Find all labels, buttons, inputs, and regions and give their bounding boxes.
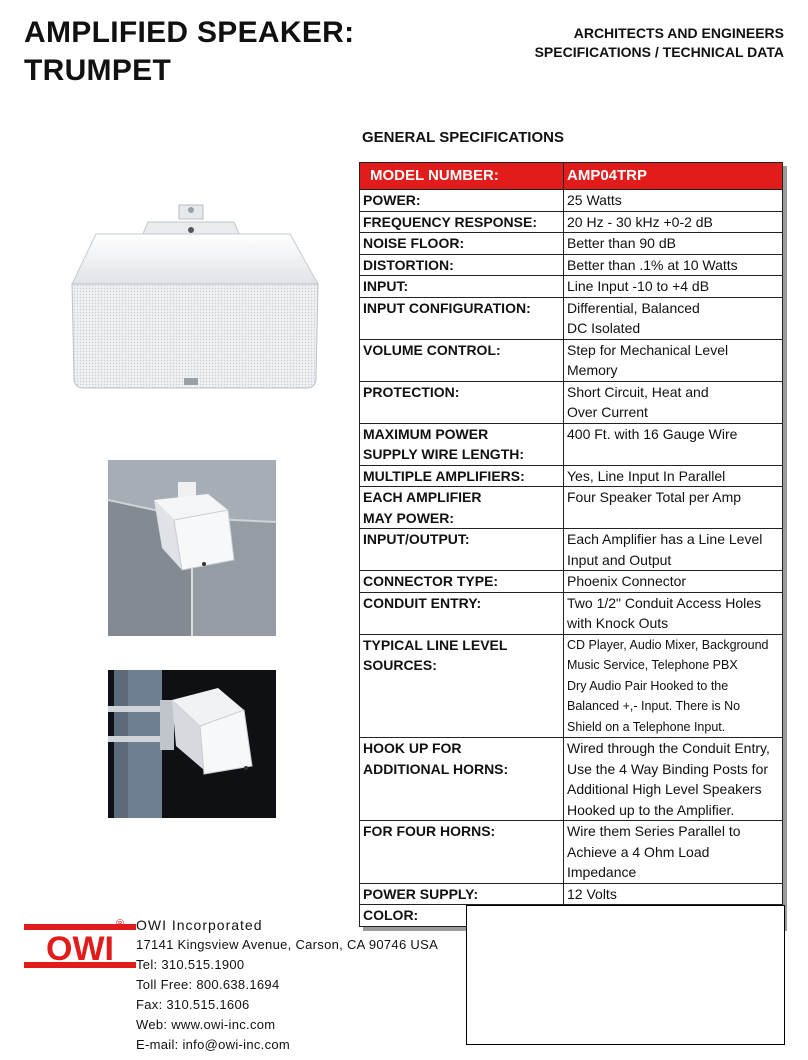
spec-label-line: SOURCES:	[363, 657, 437, 673]
spec-row	[360, 381, 783, 423]
section-title: GENERAL SPECIFICATIONS	[362, 129, 564, 146]
spec-value-line: Each Amplifier has a Line Level	[567, 531, 763, 547]
spec-label-line: CONDUIT ENTRY:	[363, 594, 482, 611]
spec-value	[564, 211, 783, 233]
spec-value	[564, 297, 783, 339]
table-header-row	[360, 163, 783, 190]
email-link[interactable]: E-mail: info@owi-inc.com	[136, 1037, 291, 1052]
spec-label-line: DISTORTION:	[363, 256, 454, 273]
spec-value-line: Input and Output	[567, 551, 672, 568]
model-number-label: MODEL NUMBER:	[360, 163, 564, 190]
spec-value	[564, 529, 783, 571]
spec-label	[360, 634, 564, 738]
spec-value-line: Better than 90 dB	[567, 235, 676, 251]
spec-value	[564, 821, 783, 884]
spec-row	[360, 465, 783, 487]
spec-label-line: NOISE FLOOR:	[363, 235, 465, 251]
spec-label	[360, 233, 564, 255]
spec-value	[564, 233, 783, 255]
spec-row	[360, 211, 783, 233]
owi-logo-text: OWI	[46, 930, 114, 968]
spec-value-line: 400 Ft. with 16 Gauge Wire	[567, 425, 738, 442]
spec-label-line: TYPICAL LINE LEVEL	[363, 636, 508, 653]
spec-value-line: Dry Audio Pair Hooked to the	[567, 678, 729, 693]
spec-label	[360, 297, 564, 339]
speaker-corner-mount-photo	[108, 460, 276, 636]
spec-label-line: EACH AMPLIFIER	[363, 489, 482, 505]
spec-label-line: MULTIPLE AMPLIFIERS:	[363, 467, 525, 484]
document-type	[535, 24, 784, 62]
spec-label-line: FOR FOUR HORNS:	[363, 823, 496, 839]
registered-mark: ®	[116, 918, 125, 930]
spec-value	[564, 487, 783, 529]
speaker-front-illustration	[58, 200, 330, 400]
spec-value	[564, 254, 783, 276]
spec-label	[360, 592, 564, 634]
spec-row	[360, 592, 783, 634]
specifications-table	[359, 162, 783, 927]
spec-value-line: Use the 4 Way Binding Posts for	[567, 760, 769, 777]
spec-label-line: PROTECTION:	[363, 383, 460, 400]
spec-label	[360, 883, 564, 905]
spec-value-line: Better than .1% at 10 Watts	[567, 256, 738, 273]
spec-row	[360, 339, 783, 381]
spec-row	[360, 571, 783, 593]
spec-value-line: Differential, Balanced	[567, 299, 700, 316]
spec-label-line: CONNECTOR TYPE:	[363, 573, 499, 589]
spec-label-line: INPUT/OUTPUT:	[363, 531, 470, 547]
spec-row	[360, 883, 783, 905]
spec-value-line: Music Service, Telephone PBX	[567, 658, 738, 672]
spec-row	[360, 233, 783, 255]
subtitle-line-2: SPECIFICATIONS / TECHNICAL DATA	[534, 44, 784, 60]
model-number-value: AMP04TRP	[564, 163, 783, 190]
spec-row	[360, 529, 783, 571]
spec-row	[360, 738, 783, 821]
speaker-pole-illustration	[108, 670, 276, 818]
address: 17141 Kingsview Avenue, Carson, CA 90746 USA	[136, 937, 439, 952]
spec-value	[564, 465, 783, 487]
spec-label-line: FREQUENCY RESPONSE:	[363, 213, 537, 230]
spec-label-line: INPUT:	[363, 278, 409, 294]
spec-row	[360, 190, 783, 212]
title-line-1: AMPLIFIED SPEAKER:	[24, 16, 355, 49]
spec-value-line: Additional High Level Speakers	[567, 781, 762, 797]
spec-value-line: Wire them Series Parallel to	[567, 823, 741, 839]
spec-value-line: Step for Mechanical Level Memory	[567, 341, 729, 378]
spec-label	[360, 487, 564, 529]
spec-label-line: SUPPLY WIRE LENGTH:	[363, 446, 525, 462]
spec-label	[360, 423, 564, 465]
spec-value	[564, 276, 783, 298]
spec-value	[564, 381, 783, 423]
telephone: Tel: 310.515.1900	[136, 957, 245, 972]
spec-value-line: with Knock Outs	[567, 615, 669, 631]
spec-label-line: POWER SUPPLY:	[363, 885, 479, 902]
spec-value-line: Line Input -10 to +4 dB	[567, 278, 710, 294]
spec-value-line: Two 1/2" Conduit Access Holes	[567, 594, 762, 611]
spec-value	[564, 738, 783, 821]
spec-label	[360, 381, 564, 423]
speaker-front-photo	[58, 200, 330, 400]
spec-row	[360, 276, 783, 298]
spec-value-line: Phoenix Connector	[567, 573, 687, 589]
spec-value-line: Hooked up to the Amplifier.	[567, 801, 735, 818]
spec-row	[360, 821, 783, 884]
spec-value	[564, 339, 783, 381]
spec-label-line: HOOK UP FOR	[363, 740, 462, 756]
fax: Fax: 310.515.1606	[136, 997, 250, 1012]
spec-label-line: VOLUME CONTROL:	[363, 341, 501, 358]
spec-label-line: COLOR:	[363, 907, 419, 923]
spec-label-line: ADDITIONAL HORNS:	[363, 760, 509, 777]
spec-value	[564, 634, 783, 738]
spec-label	[360, 465, 564, 487]
spec-value	[564, 571, 783, 593]
spec-value-line: CD Player, Audio Mixer, Background	[567, 637, 769, 652]
spec-label-line: MAY POWER:	[363, 509, 455, 526]
spec-value	[564, 190, 783, 212]
web-link[interactable]: Web: www.owi-inc.com	[136, 1017, 276, 1032]
speaker-corner-illustration	[108, 460, 276, 636]
spec-label-line: INPUT CONFIGURATION:	[363, 299, 531, 316]
spec-value-line: 25 Watts	[567, 192, 622, 208]
spec-value-line: 12 Volts	[567, 885, 617, 902]
dealer-stamp-box	[466, 905, 785, 1045]
spec-value	[564, 423, 783, 465]
spec-label	[360, 190, 564, 212]
spec-row	[360, 634, 783, 738]
speaker-pole-mount-photo	[108, 670, 276, 818]
spec-value-line: Shield on a Telephone Input.	[567, 719, 726, 734]
spec-value-line: 20 Hz - 30 kHz +0-2 dB	[567, 213, 713, 230]
spec-value	[564, 592, 783, 634]
spec-row	[360, 487, 783, 529]
subtitle-line-1: ARCHITECTS AND ENGINEERS	[573, 25, 784, 41]
company-name: OWI Incorporated	[136, 917, 263, 933]
spec-label	[360, 821, 564, 884]
spec-label	[360, 211, 564, 233]
spec-label	[360, 276, 564, 298]
spec-label	[360, 738, 564, 821]
contact-info	[136, 915, 438, 1055]
spec-label-line: MAXIMUM POWER	[363, 425, 489, 442]
toll-free: Toll Free: 800.638.1694	[136, 977, 280, 992]
spec-value-line: Wired through the Conduit Entry,	[567, 740, 770, 756]
spec-label	[360, 339, 564, 381]
spec-value-line: Short Circuit, Heat and	[567, 383, 709, 400]
page-title	[24, 14, 354, 90]
spec-value-line: Balanced +,- Input. There is No	[567, 699, 741, 713]
spec-row	[360, 254, 783, 276]
spec-value-line: Achieve a 4 Ohm Load Impedance	[567, 843, 710, 880]
spec-row	[360, 297, 783, 339]
spec-label	[360, 571, 564, 593]
spec-value-line: Over Current	[567, 404, 648, 420]
title-line-2: TRUMPET	[24, 54, 172, 87]
spec-label	[360, 254, 564, 276]
spec-value-line: Yes, Line Input In Parallel	[567, 467, 726, 484]
owi-logo	[24, 924, 136, 968]
spec-label	[360, 529, 564, 571]
spec-value-line: Four Speaker Total per Amp	[567, 489, 742, 505]
spec-row	[360, 423, 783, 465]
spec-label-line: POWER:	[363, 192, 421, 208]
spec-value-line: DC Isolated	[567, 320, 641, 336]
spec-value	[564, 883, 783, 905]
